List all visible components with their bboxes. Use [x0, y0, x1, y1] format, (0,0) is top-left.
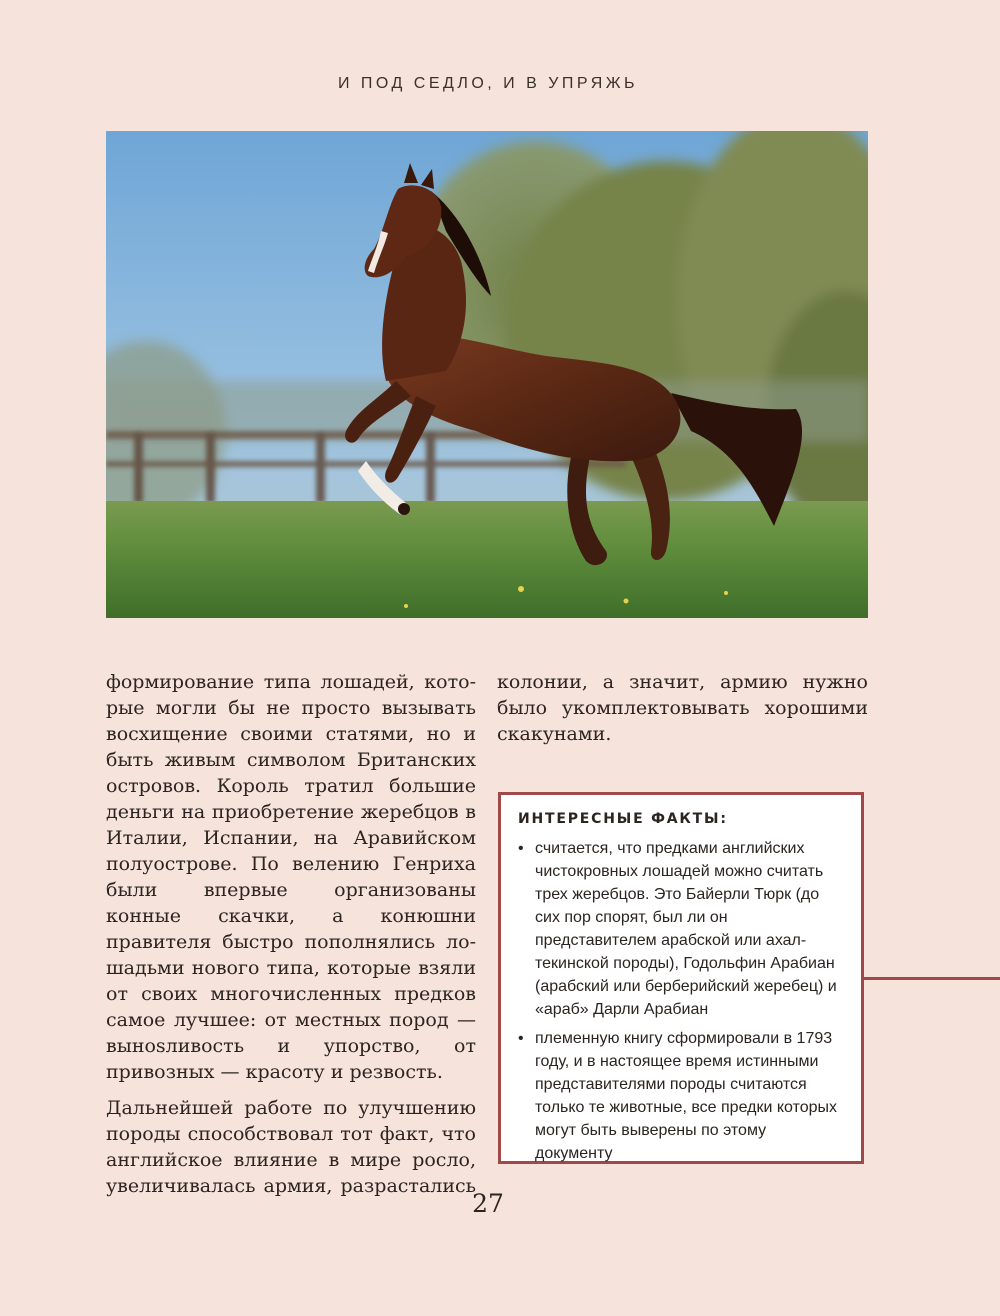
bullet-icon: • — [518, 840, 524, 857]
left-column-paragraph-2: Дальнейшей работе по улучшению породы способствовал тот факт, что английское влияние в мире росло, увеличивалась армия, разрастались — [106, 1097, 476, 1197]
page-number: 27 — [472, 1189, 504, 1218]
right-column — [497, 669, 868, 747]
facts-connector-line — [864, 977, 1000, 980]
left-column-paragraph-1: формирование типа лошадей, которые могли бы не просто вызывать восхищение своими статями, но и быть живым символом Британских островов. Король тратил большие деньги на приобретение жеребцов в Италии, Испании, на Аравийском полуострове. По велению Генриха были впервые организованы конные скачки, а конюшни правителя быстро пополнялись лошадьми нового типа, которые взяли от своих многочисленных предков самое лучшее: от местных пород — вынosливость и упорство, от привозных — красоту и резвость. — [106, 671, 476, 1083]
interesting-facts-box — [498, 792, 864, 1164]
fact-item — [518, 1027, 843, 1165]
bullet-icon: • — [518, 1030, 524, 1047]
fact-item — [518, 837, 843, 1021]
left-column — [106, 669, 476, 1199]
running-header: И ПОД СЕДЛО, И В УПРЯЖЬ — [337, 75, 639, 92]
interesting-facts-title: ИНТЕРЕСНЫЕ ФАКТЫ: — [518, 811, 728, 827]
facts-list — [518, 837, 843, 1165]
right-column-paragraph-1: колонии, а значит, армию нужно было укомплектовывать хорошими скакунами. — [497, 671, 868, 745]
fact-item-text: считается, что предками английских чистокровных лошадей можно считать трех жеребцов. Это Байерли Тюрк (до сих пор спорят, был ли он представителем арабской или ахалтекинской породы), Годольфин Арабиан (арабский или берберийский жеребец) и «араб» Дарли Арабиан — [535, 840, 837, 1018]
horse-photo — [106, 131, 868, 618]
fact-item-text: племенную книгу сформировали в 1793 году, и в настоящее время истинными представителями породы считаются только те животные, все предки которых могут быть выверены по этому документу — [535, 1030, 838, 1162]
